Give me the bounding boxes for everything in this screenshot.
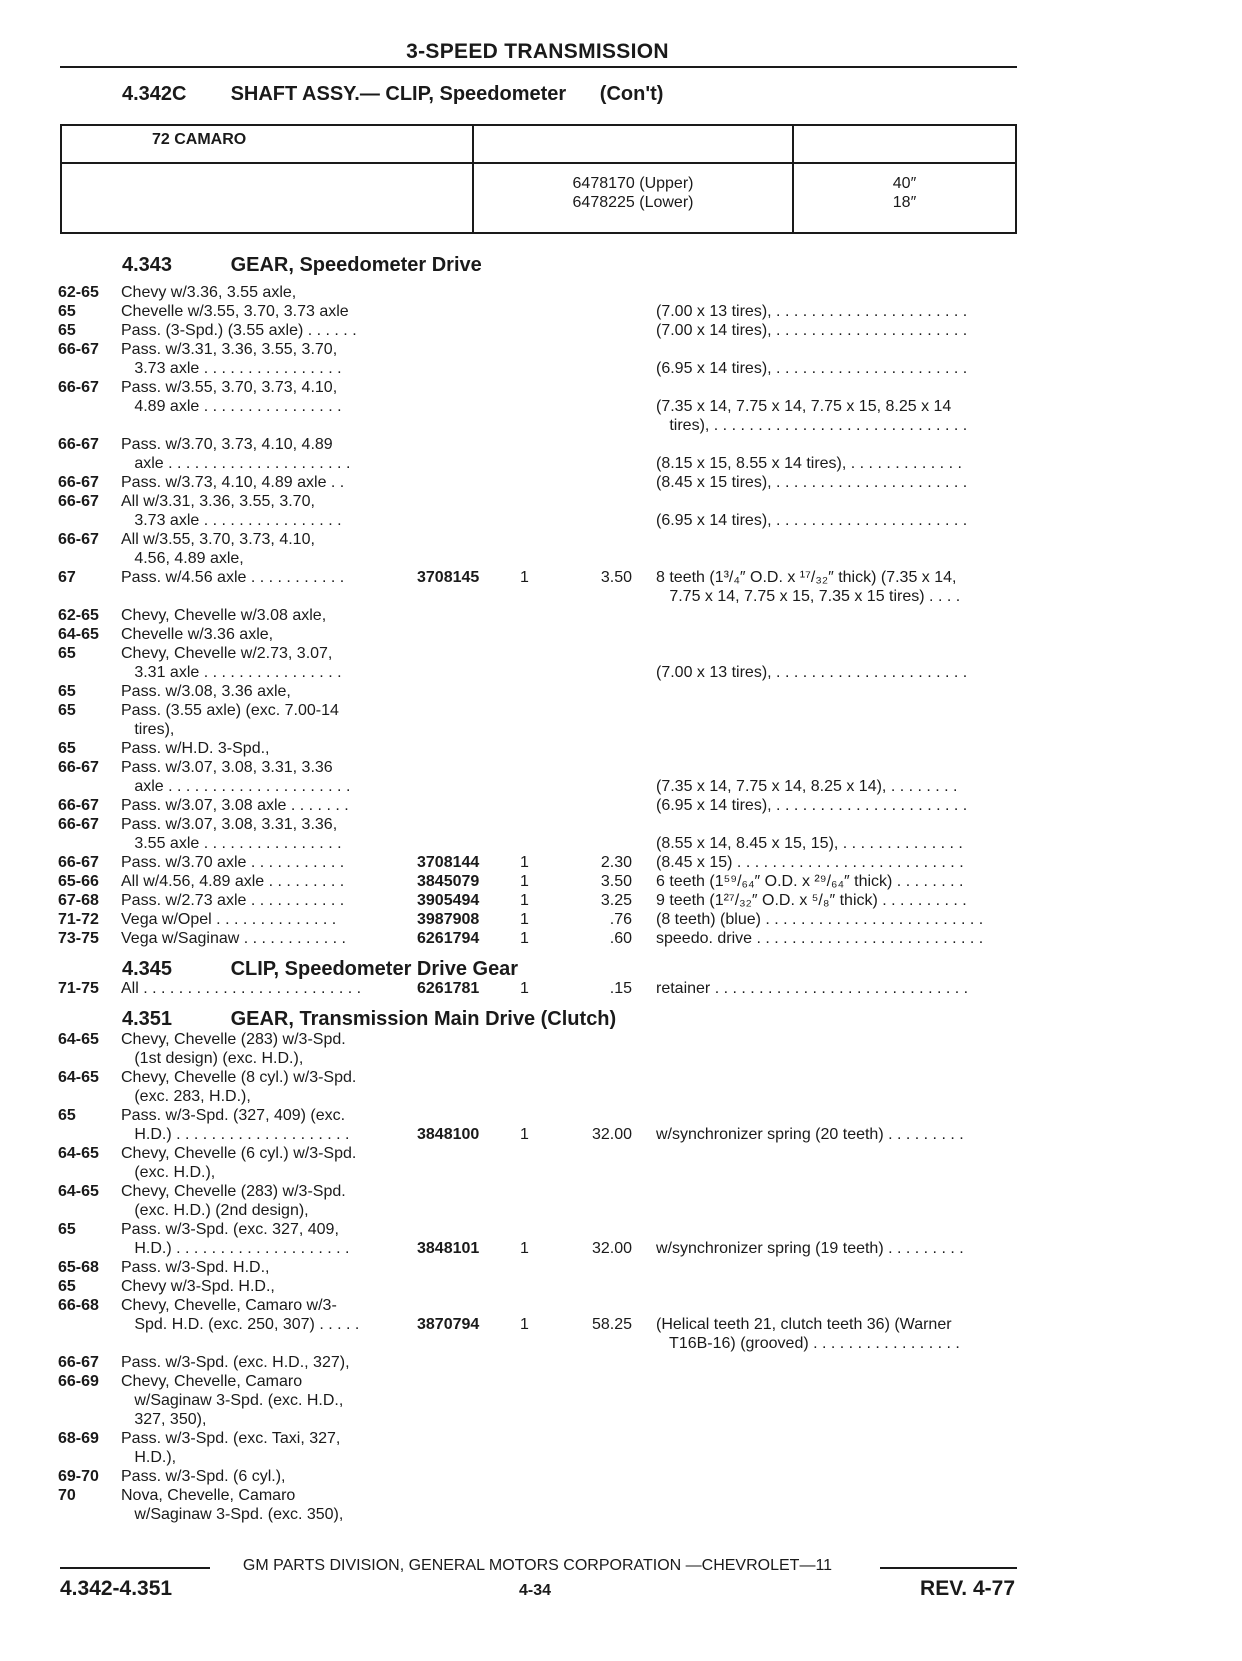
table-header-empty: [793, 125, 1016, 163]
parts-line: [0, 1335, 1242, 1354]
remarks: 6 teeth (1⁵⁹/₆₄″ O.D. x ²⁹/₆₄″ thick) . . . . . . . .: [656, 873, 964, 890]
remarks: tires), . . . . . . . . . . . . . . . . . . . . . . . . . . . . .: [656, 417, 968, 434]
application-description: Pass. w/3.07, 3.08, 3.31, 3.36: [121, 759, 333, 776]
part-upper: 6478170 (Upper): [572, 175, 694, 192]
parts-line: [0, 1278, 1242, 1297]
price: 3.50: [600, 873, 632, 890]
model-years: 65: [58, 683, 76, 700]
application-description: Chevy w/3-Spd. H.D.,: [121, 1278, 275, 1295]
application-description: Pass. w/3-Spd. (exc. Taxi, 327,: [121, 1430, 341, 1447]
model-years: 70: [58, 1487, 76, 1504]
remarks: (7.35 x 14, 7.75 x 14, 8.25 x 14), . . . . . . . .: [656, 778, 958, 795]
parts-line: [0, 980, 1242, 999]
model-years: 67: [58, 569, 76, 586]
application-description: Vega w/Opel . . . . . . . . . . . . . .: [121, 911, 337, 928]
model-years: 66-67: [58, 493, 99, 510]
model-years: 66-67: [58, 816, 99, 833]
parts-line: [0, 1202, 1242, 1221]
application-description: Chevelle w/3.36 axle,: [121, 626, 274, 643]
parts-line: [0, 835, 1242, 854]
quantity: 1: [520, 1240, 529, 1257]
parts-line: [0, 702, 1242, 721]
remarks: T16B-16) (grooved) . . . . . . . . . . . . . . . . .: [656, 1335, 960, 1352]
quantity: 1: [520, 930, 529, 947]
model-years: 65: [58, 645, 76, 662]
application-description: Pass. w/3.70 axle . . . . . . . . . . .: [121, 854, 345, 871]
model-years: 66-67: [58, 341, 99, 358]
model-years: 66-67: [58, 531, 99, 548]
parts-line: [0, 1468, 1242, 1487]
price: 58.25: [591, 1316, 632, 1333]
parts-line: [0, 873, 1242, 892]
application-description: Nova, Chevelle, Camaro: [121, 1487, 296, 1504]
remarks: (8.15 x 15, 8.55 x 14 tires), . . . . . . . . . . . . .: [656, 455, 962, 472]
model-years: 66-67: [58, 854, 99, 871]
continued-section-title2: Speedometer: [439, 83, 567, 105]
quantity: 1: [520, 892, 529, 909]
part-number: 6261781: [417, 980, 480, 997]
parts-line: [0, 417, 1242, 436]
model-years: 69-70: [58, 1468, 99, 1485]
parts-line: [0, 607, 1242, 626]
table-part-numbers: [473, 163, 793, 233]
continued-section-heading: [122, 83, 663, 106]
quantity: 1: [520, 911, 529, 928]
application-description: Pass. w/3-Spd. (exc. H.D., 327),: [121, 1354, 350, 1371]
application-description: Chevy, Chevelle, Camaro: [121, 1373, 303, 1390]
parts-line: [0, 512, 1242, 531]
application-description: Pass. w/3-Spd. (exc. 327, 409,: [121, 1221, 339, 1238]
application-description: axle . . . . . . . . . . . . . . . . . . . . .: [121, 455, 351, 472]
section-number: 4.351: [122, 1008, 173, 1030]
parts-line: [0, 626, 1242, 645]
application-description: 4.56, 4.89 axle,: [121, 550, 244, 567]
parts-line: [0, 759, 1242, 778]
parts-line: [0, 1449, 1242, 1468]
application-description: 3.31 axle . . . . . . . . . . . . . . . .: [121, 664, 342, 681]
price: .60: [609, 930, 632, 947]
model-years: 66-67: [58, 436, 99, 453]
application-description: 3.55 axle . . . . . . . . . . . . . . . .: [121, 835, 342, 852]
application-description: Pass. w/3.73, 4.10, 4.89 axle . .: [121, 474, 345, 491]
model-years: 66-67: [58, 379, 99, 396]
parts-line: [0, 531, 1242, 550]
model-years: 73-75: [58, 930, 99, 947]
application-description: Chevy w/3.36, 3.55 axle,: [121, 284, 297, 301]
application-description: Pass. w/3-Spd. H.D.,: [121, 1259, 270, 1276]
length-upper: 40″: [892, 175, 917, 192]
model-years: 64-65: [58, 1183, 99, 1200]
model-years: 65: [58, 1278, 76, 1295]
application-description: Chevelle w/3.55, 3.70, 3.73 axle: [121, 303, 349, 320]
application-description: Chevy, Chevelle (283) w/3-Spd.: [121, 1183, 346, 1200]
footer-section-range: 4.342-4.351: [60, 1577, 173, 1600]
footer-publisher: GM PARTS DIVISION, GENERAL MOTORS CORPORATION —CHEVROLET—11: [242, 1557, 833, 1574]
price: 32.00: [591, 1240, 632, 1257]
parts-line: [0, 1240, 1242, 1259]
continued-section-number: 4.342C: [122, 83, 187, 105]
application-description: Chevy, Chevelle (8 cyl.) w/3-Spd.: [121, 1069, 357, 1086]
remarks: (7.00 x 13 tires), . . . . . . . . . . . . . . . . . . . . . .: [656, 664, 968, 681]
model-years: 66-69: [58, 1373, 99, 1390]
model-years: 64-65: [58, 1069, 99, 1086]
application-description: Chevy, Chevelle, Camaro w/3-: [121, 1297, 337, 1314]
remarks: (7.35 x 14, 7.75 x 14, 7.75 x 15, 8.25 x 14: [656, 398, 952, 415]
application-description: Chevy, Chevelle (283) w/3-Spd.: [121, 1031, 346, 1048]
remarks: 7.75 x 14, 7.75 x 15, 7.35 x 15 tires) . . . .: [656, 588, 961, 605]
part-number: 3987908: [417, 911, 480, 928]
application-description: 327, 350),: [121, 1411, 207, 1428]
model-years: 65: [58, 303, 76, 320]
remarks: (8.45 x 15) . . . . . . . . . . . . . . . . . . . . . . . . . .: [656, 854, 964, 871]
section-number: 4.345: [122, 958, 173, 980]
price: .76: [609, 911, 632, 928]
parts-line: [0, 1221, 1242, 1240]
length-lower: 18″: [892, 194, 917, 211]
parts-line: [0, 1487, 1242, 1506]
part-number: 3905494: [417, 892, 480, 909]
model-years: 66-67: [58, 759, 99, 776]
application-description: Pass. w/3.70, 3.73, 4.10, 4.89: [121, 436, 333, 453]
table-lengths: [793, 163, 1016, 233]
table-cell-empty: [61, 163, 473, 233]
section-heading-4345: [122, 958, 518, 981]
remarks: (7.00 x 14 tires), . . . . . . . . . . . . . . . . . . . . . .: [656, 322, 968, 339]
model-years: 65: [58, 1221, 76, 1238]
part-number: 3870794: [417, 1316, 480, 1333]
application-description: H.D.) . . . . . . . . . . . . . . . . . . . .: [121, 1240, 350, 1257]
application-description: Pass. w/3.08, 3.36 axle,: [121, 683, 291, 700]
part-number: 3848101: [417, 1240, 480, 1257]
price: 32.00: [591, 1126, 632, 1143]
parts-line: [0, 1373, 1242, 1392]
parts-line: [0, 1411, 1242, 1430]
parts-line: [0, 360, 1242, 379]
remarks: 8 teeth (1³/₄″ O.D. x ¹⁷/₃₂″ thick) (7.35 x 14,: [656, 569, 957, 586]
model-years: 71-75: [58, 980, 99, 997]
section-heading-4343: [122, 254, 482, 277]
parts-line: [0, 1126, 1242, 1145]
remarks: (6.95 x 14 tires), . . . . . . . . . . . . . . . . . . . . . .: [656, 360, 968, 377]
parts-line: [0, 1354, 1242, 1373]
remarks: 9 teeth (1²⁷/₃₂″ O.D. x ⁵/₈″ thick) . . . . . . . . . .: [656, 892, 967, 909]
parts-line: [0, 569, 1242, 588]
application-description: Vega w/Saginaw . . . . . . . . . . . .: [121, 930, 346, 947]
page-title: 3-SPEED TRANSMISSION: [406, 40, 669, 63]
application-description: All w/4.56, 4.89 axle . . . . . . . . .: [121, 873, 345, 890]
parts-line: [0, 1031, 1242, 1050]
part-number: 6261794: [417, 930, 480, 947]
application-description: 3.73 axle . . . . . . . . . . . . . . . .: [121, 360, 342, 377]
application-description: Pass. w/H.D. 3-Spd.,: [121, 740, 270, 757]
application-description: Pass. w/3-Spd. (327, 409) (exc.: [121, 1107, 346, 1124]
remarks: (7.00 x 13 tires), . . . . . . . . . . . . . . . . . . . . . .: [656, 303, 968, 320]
continued-section-title: SHAFT ASSY.— CLIP,: [230, 83, 434, 105]
model-years: 62-65: [58, 607, 99, 624]
model-years: 64-65: [58, 1031, 99, 1048]
application-description: Pass. w/2.73 axle . . . . . . . . . . .: [121, 892, 345, 909]
remarks: w/synchronizer spring (19 teeth) . . . . . . . . .: [656, 1240, 964, 1257]
model-years: 62-65: [58, 284, 99, 301]
parts-line: [0, 398, 1242, 417]
application-description: Pass. w/3.55, 3.70, 3.73, 4.10,: [121, 379, 338, 396]
parts-line: [0, 854, 1242, 873]
section-title: GEAR, Transmission Main Drive (Clutch): [230, 1008, 617, 1030]
parts-line: [0, 1107, 1242, 1126]
quantity: 1: [520, 980, 529, 997]
model-years: 67-68: [58, 892, 99, 909]
parts-line: [0, 664, 1242, 683]
model-years: 65: [58, 702, 76, 719]
parts-line: [0, 721, 1242, 740]
model-years: 71-72: [58, 911, 99, 928]
parts-line: [0, 1259, 1242, 1278]
table-header-empty: [473, 125, 793, 163]
parts-line: [0, 379, 1242, 398]
remarks: w/synchronizer spring (20 teeth) . . . . . . . . .: [656, 1126, 964, 1143]
quantity: 1: [520, 569, 529, 586]
parts-line: [0, 436, 1242, 455]
section-title: CLIP, Speedometer Drive Gear: [230, 958, 519, 980]
footer-revision: REV. 4-77: [920, 1577, 1015, 1600]
section-heading-4351: [122, 1008, 616, 1031]
model-years: 65-68: [58, 1259, 99, 1276]
parts-line: [0, 322, 1242, 341]
parts-line: [0, 683, 1242, 702]
footer-page-number: 4-34: [518, 1582, 552, 1599]
model-years: 66-68: [58, 1297, 99, 1314]
application-description: All . . . . . . . . . . . . . . . . . . . . . . . . .: [121, 980, 362, 997]
remarks: (6.95 x 14 tires), . . . . . . . . . . . . . . . . . . . . . .: [656, 512, 968, 529]
application-description: Spd. H.D. (exc. 250, 307) . . . . .: [121, 1316, 360, 1333]
application-description: All w/3.31, 3.36, 3.55, 3.70,: [121, 493, 315, 510]
remarks: (Helical teeth 21, clutch teeth 36) (Warner: [656, 1316, 952, 1333]
model-years: 65: [58, 1107, 76, 1124]
application-description: Chevy, Chevelle w/3.08 axle,: [121, 607, 327, 624]
parts-line: [0, 474, 1242, 493]
application-description: All w/3.55, 3.70, 3.73, 4.10,: [121, 531, 315, 548]
model-years: 64-65: [58, 626, 99, 643]
parts-line: [0, 1145, 1242, 1164]
model-years: 64-65: [58, 1145, 99, 1162]
application-description: Pass. (3-Spd.) (3.55 axle) . . . . . .: [121, 322, 357, 339]
parts-line: [0, 1183, 1242, 1202]
quantity: 1: [520, 854, 529, 871]
application-description: (1st design) (exc. H.D.),: [121, 1050, 304, 1067]
camaro-clip-table: [60, 124, 1017, 234]
application-description: tires),: [121, 721, 175, 738]
parts-line: [0, 645, 1242, 664]
part-number: 3708144: [417, 854, 480, 871]
parts-line: [0, 892, 1242, 911]
table-header-label: 72 CAMARO: [61, 125, 473, 163]
model-years: 66-67: [58, 1354, 99, 1371]
parts-line: [0, 1430, 1242, 1449]
parts-line: [0, 1392, 1242, 1411]
parts-line: [0, 455, 1242, 474]
parts-line: [0, 778, 1242, 797]
part-number: 3708145: [417, 569, 480, 586]
part-number: 3845079: [417, 873, 480, 890]
model-years: 66-67: [58, 474, 99, 491]
remarks: speedo. drive . . . . . . . . . . . . . . . . . . . . . . . . . .: [656, 930, 984, 947]
parts-line: [0, 911, 1242, 930]
part-lower: 6478225 (Lower): [572, 194, 694, 211]
parts-line: [0, 740, 1242, 759]
application-description: w/Saginaw 3-Spd. (exc. H.D.,: [121, 1392, 344, 1409]
parts-line: [0, 1088, 1242, 1107]
application-description: Pass. w/3.07, 3.08 axle . . . . . . .: [121, 797, 349, 814]
parts-line: [0, 1506, 1242, 1525]
remarks: retainer . . . . . . . . . . . . . . . . . . . . . . . . . . . . .: [656, 980, 969, 997]
parts-line: [0, 930, 1242, 949]
application-description: (exc. 283, H.D.),: [121, 1088, 251, 1105]
parts-line: [0, 1069, 1242, 1088]
part-number: 3848100: [417, 1126, 480, 1143]
remarks: (8.45 x 15 tires), . . . . . . . . . . . . . . . . . . . . . .: [656, 474, 968, 491]
application-description: 4.89 axle . . . . . . . . . . . . . . . .: [121, 398, 342, 415]
section-title: GEAR, Speedometer Drive: [230, 254, 482, 276]
application-description: H.D.) . . . . . . . . . . . . . . . . . . . .: [121, 1126, 350, 1143]
parts-line: [0, 797, 1242, 816]
remarks: (8.55 x 14, 8.45 x 15, 15), . . . . . . . . . . . . . .: [656, 835, 963, 852]
parts-line: [0, 1164, 1242, 1183]
application-description: Chevy, Chevelle w/2.73, 3.07,: [121, 645, 333, 662]
model-years: 68-69: [58, 1430, 99, 1447]
quantity: 1: [520, 1126, 529, 1143]
application-description: axle . . . . . . . . . . . . . . . . . . . . .: [121, 778, 351, 795]
model-years: 65: [58, 740, 76, 757]
application-description: H.D.),: [121, 1449, 177, 1466]
parts-line: [0, 1297, 1242, 1316]
application-description: Pass. w/4.56 axle . . . . . . . . . . .: [121, 569, 345, 586]
parts-line: [0, 588, 1242, 607]
section-number: 4.343: [122, 254, 173, 276]
application-description: (exc. H.D.),: [121, 1164, 216, 1181]
application-description: Pass. w/3.07, 3.08, 3.31, 3.36,: [121, 816, 338, 833]
price: 3.50: [600, 569, 632, 586]
price: 2.30: [600, 854, 632, 871]
application-description: 3.73 axle . . . . . . . . . . . . . . . .: [121, 512, 342, 529]
model-years: 65: [58, 322, 76, 339]
price: .15: [609, 980, 632, 997]
quantity: 1: [520, 873, 529, 890]
application-description: Pass. w/3.31, 3.36, 3.55, 3.70,: [121, 341, 338, 358]
parts-line: [0, 1316, 1242, 1335]
model-years: 65-66: [58, 873, 99, 890]
quantity: 1: [520, 1316, 529, 1333]
parts-line: [0, 303, 1242, 322]
application-description: Pass. (3.55 axle) (exc. 7.00-14: [121, 702, 339, 719]
application-description: Chevy, Chevelle (6 cyl.) w/3-Spd.: [121, 1145, 357, 1162]
parts-line: [0, 493, 1242, 512]
model-years: 66-67: [58, 797, 99, 814]
remarks: (6.95 x 14 tires), . . . . . . . . . . . . . . . . . . . . . .: [656, 797, 968, 814]
application-description: Pass. w/3-Spd. (6 cyl.),: [121, 1468, 286, 1485]
parts-line: [0, 816, 1242, 835]
price: 3.25: [600, 892, 632, 909]
parts-line: [0, 550, 1242, 569]
header-rule: [60, 66, 1017, 68]
application-description: (exc. H.D.) (2nd design),: [121, 1202, 309, 1219]
application-description: w/Saginaw 3-Spd. (exc. 350),: [121, 1506, 344, 1523]
continued-label: (Con't): [599, 83, 664, 105]
parts-line: [0, 1050, 1242, 1069]
remarks: (8 teeth) (blue) . . . . . . . . . . . . . . . . . . . . . . . . .: [656, 911, 984, 928]
parts-line: [0, 284, 1242, 303]
parts-line: [0, 341, 1242, 360]
